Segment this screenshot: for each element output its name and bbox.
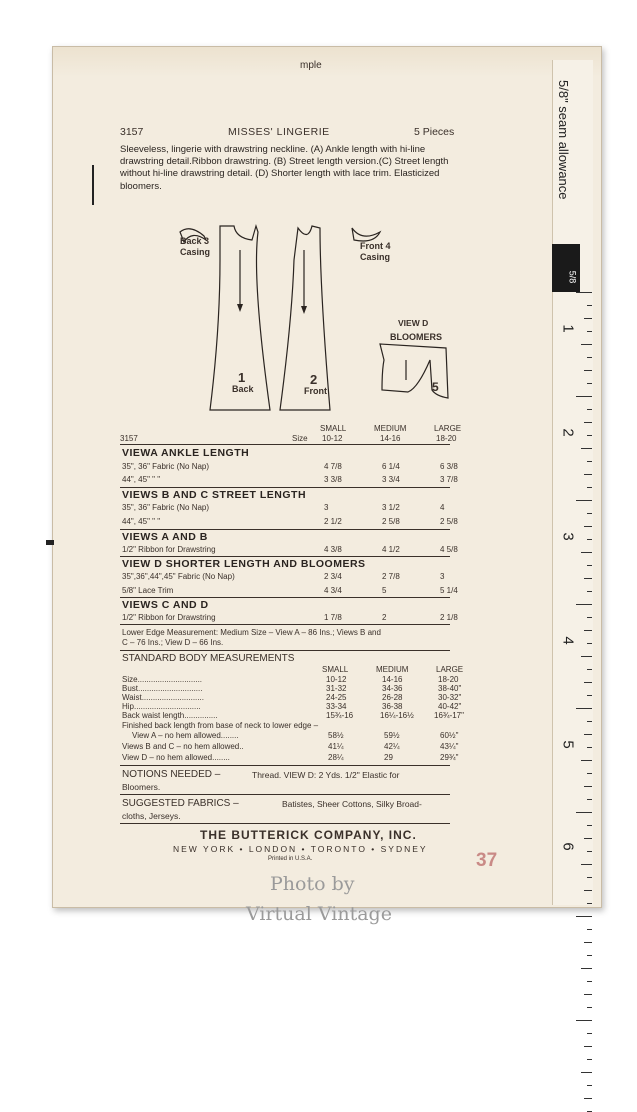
ruler-tick <box>587 461 592 462</box>
fabrics-text: Batistes, Sheer Cottons, Silky Broad- <box>282 799 422 809</box>
ruler-tick <box>587 1085 592 1086</box>
ruler-tick <box>584 422 592 423</box>
ruler-tick <box>587 695 592 696</box>
ruler-tick <box>587 357 592 358</box>
fabrics-heading: SUGGESTED FABRICS – <box>122 798 239 809</box>
size-small-range: 10-12 <box>322 434 343 443</box>
meas-val: 24-25 <box>326 693 347 702</box>
ruler-tick <box>584 526 592 527</box>
ruler-tick <box>587 487 592 488</box>
ruler-tick <box>587 825 592 826</box>
ruler-tick <box>587 773 592 774</box>
ruler-tick <box>584 734 592 735</box>
envelope-flap <box>53 47 601 77</box>
view-d-label: VIEW D <box>398 318 429 328</box>
seam-ruler <box>552 60 593 905</box>
measurements-heading: STANDARD BODY MEASUREMENTS <box>122 653 295 664</box>
row-val: 2 3/4 <box>324 572 342 581</box>
meas-label: Back waist length............... <box>122 711 218 720</box>
ruler-tick <box>587 877 592 878</box>
meas-label: Waist............................ <box>122 693 204 702</box>
ruler-tick <box>584 1098 592 1099</box>
printed-in: Printed in U.S.A. <box>268 856 313 862</box>
back-casing-label: Back 3 <box>180 236 210 246</box>
row-label: 44", 45" " " <box>122 517 161 526</box>
row-val: 2 5/8 <box>440 517 458 526</box>
meas-val: 59½ <box>384 731 400 740</box>
meas-val: 31-32 <box>326 684 347 693</box>
ruler-tick <box>587 305 592 306</box>
pieces-count: 5 Pieces <box>414 126 455 138</box>
ruler-inch: 4 <box>559 636 577 645</box>
ruler-tick <box>587 955 592 956</box>
row-label: 35", 36" Fabric (No Nap) <box>122 503 210 512</box>
meas-label: View D – no hem allowed........ <box>122 753 230 762</box>
ruler-tick <box>587 643 592 644</box>
ruler-tick <box>576 604 592 605</box>
notions-text: Bloomers. <box>122 782 161 792</box>
meas-val: 58½ <box>328 731 344 740</box>
row-val: 3 7/8 <box>440 475 458 484</box>
row-val: 4 1/2 <box>382 545 400 554</box>
ruler-tick <box>587 799 592 800</box>
row-val: 4 7/8 <box>324 462 342 471</box>
ruler-tick <box>587 617 592 618</box>
row-label: 1/2" Ribbon for Drawstring <box>122 545 216 554</box>
meas-val: 15¾-16 <box>326 711 354 720</box>
ruler-inch: 5 <box>559 740 577 749</box>
notions-heading: NOTIONS NEEDED – <box>122 769 221 780</box>
watermark-line-2: Virtual Vintage <box>246 903 392 925</box>
ruler-tick <box>587 669 592 670</box>
row-val: 5 <box>382 586 387 595</box>
ruler-tick <box>584 682 592 683</box>
ruler-tick <box>584 890 592 891</box>
row-val: 3 3/4 <box>382 475 400 484</box>
ruler-tick <box>581 344 592 345</box>
ruler-tick <box>584 1046 592 1047</box>
ruler-tick <box>587 851 592 852</box>
ruler-tick <box>584 578 592 579</box>
ruler-tick <box>584 994 592 995</box>
ruler-tick <box>584 942 592 943</box>
size-large-name: LARGE <box>434 424 462 433</box>
ruler-tick <box>587 409 592 410</box>
front-casing-piece <box>352 228 380 241</box>
front-casing-label: Front 4 <box>360 241 391 251</box>
ruler-tick <box>587 747 592 748</box>
row-val: 2 5/8 <box>382 517 400 526</box>
ruler-tick <box>587 513 592 514</box>
ruler-tick <box>584 838 592 839</box>
pattern-description: Sleeveless, lingerie with drawstring neckline. (A) Ankle length with hi-line drawstring detail.Ribbon drawstring. (B) Street length version.(C) Street length without hi-line drawstring detail. (D) Shorter length with lace trim. Elasticized bloomers. <box>120 144 449 192</box>
ruler-tick <box>576 292 592 293</box>
ruler-tick <box>587 435 592 436</box>
meas-label: Size............................. <box>122 675 203 684</box>
front-piece-outline <box>280 226 330 410</box>
meas-label: Views B and C – no hem allowed.. <box>122 742 244 751</box>
ruler-tick <box>587 565 592 566</box>
ruler-tick <box>584 786 592 787</box>
meas-val: 29¾" <box>440 753 459 762</box>
ruler-tick <box>587 383 592 384</box>
ruler-tick <box>587 981 592 982</box>
size-label: Size <box>292 434 308 443</box>
back-casing-sub: Casing <box>180 247 211 257</box>
row-val: 6 3/8 <box>440 462 458 471</box>
meas-col: MEDIUM <box>376 665 409 674</box>
company-name: THE BUTTERICK COMPANY, INC. <box>200 828 417 842</box>
ruler-black-label: 5/8 <box>567 270 578 284</box>
watermark-line-1: Photo by <box>270 873 355 895</box>
size-medium-name: MEDIUM <box>374 424 407 433</box>
ruler-tick <box>576 396 592 397</box>
row-val: 4 3/8 <box>324 545 342 554</box>
ruler-inch: 3 <box>559 532 577 541</box>
ruler-tick <box>587 903 592 904</box>
row-label: 35", 36" Fabric (No Nap) <box>122 462 210 471</box>
row-label: 44", 45" " " <box>122 475 161 484</box>
section-heading: VIEW D SHORTER LENGTH AND BLOOMERS <box>122 558 366 570</box>
row-val: 3 1/2 <box>382 503 400 512</box>
meas-val: 30-32" <box>438 693 462 702</box>
section-heading: VIEWS B AND C STREET LENGTH <box>122 489 307 501</box>
meas-label: View A – no hem allowed........ <box>132 731 239 740</box>
row-val: 5 1/4 <box>440 586 458 595</box>
meas-col: LARGE <box>436 665 464 674</box>
section-heading: VIEWA ANKLE LENGTH <box>122 447 250 459</box>
meas-val: 10-12 <box>326 675 347 684</box>
meas-val: 38-40" <box>438 684 462 693</box>
ruler-tick <box>581 448 592 449</box>
ruler-tick <box>584 474 592 475</box>
piece-5-number: 5 <box>432 380 439 394</box>
meas-col: SMALL <box>322 665 349 674</box>
ruler-tick <box>576 708 592 709</box>
ruler-tick <box>584 318 592 319</box>
ruler-tick <box>587 721 592 722</box>
ruler-tick <box>587 331 592 332</box>
ruler-tick <box>581 1072 592 1073</box>
row-val: 4 5/8 <box>440 545 458 554</box>
ruler-tick <box>576 916 592 917</box>
ruler-tick <box>587 1007 592 1008</box>
size-small-name: SMALL <box>320 424 347 433</box>
row-val: 2 7/8 <box>382 572 400 581</box>
edge-mark <box>46 540 54 545</box>
lower-edge-note: Lower Edge Measurement: Medium Size – View A – 86 Ins.; Views B and <box>122 628 381 637</box>
ruler-tick <box>587 591 592 592</box>
meas-val: 36-38 <box>382 702 403 711</box>
ruler-tick <box>584 370 592 371</box>
meas-val: 43¼" <box>440 742 459 751</box>
fabrics-text: cloths, Jerseys. <box>122 811 181 821</box>
ruler-inch: 1 <box>559 324 577 333</box>
ruler-tick <box>581 552 592 553</box>
piece-2-name: Front <box>304 386 327 396</box>
section-heading: VIEWS C AND D <box>122 599 209 611</box>
front-casing-sub: Casing <box>360 252 391 262</box>
notions-text: Thread. VIEW D: 2 Yds. 1/2" Elastic for <box>252 770 400 780</box>
meas-val: 29 <box>384 753 393 762</box>
edge-mark <box>92 165 94 205</box>
ruler-tick <box>581 864 592 865</box>
piece-2-number: 2 <box>310 372 318 387</box>
ruler-tick <box>576 1020 592 1021</box>
row-val: 3 3/8 <box>324 475 342 484</box>
piece-1-name: Back <box>232 384 254 394</box>
ruler-inch: 2 <box>559 428 577 437</box>
meas-val: 34-36 <box>382 684 403 693</box>
meas-val: 33-34 <box>326 702 347 711</box>
row-val: 4 <box>440 503 445 512</box>
finished-note: Finished back length from base of neck to lower edge – <box>122 721 319 730</box>
lower-edge-note: C – 76 Ins.; View D – 66 Ins. <box>122 638 224 647</box>
meas-label: Bust............................. <box>122 684 203 693</box>
size-medium-range: 14-16 <box>380 434 401 443</box>
row-val: 3 <box>324 503 329 512</box>
meas-val: 28¼ <box>328 753 344 762</box>
ruler-inch: 6 <box>559 842 577 851</box>
table-pattern-number: 3157 <box>120 434 138 443</box>
size-large-range: 18-20 <box>436 434 457 443</box>
meas-val: 42¼ <box>384 742 400 751</box>
row-val: 3 <box>440 572 445 581</box>
ruler-black-band <box>552 244 580 292</box>
partial-header-text: mple <box>300 60 322 71</box>
seam-allowance-label: 5/8" seam allowance <box>556 80 571 200</box>
meas-val: 26-28 <box>382 693 403 702</box>
ruler-tick <box>587 929 592 930</box>
meas-val: 18-20 <box>438 675 459 684</box>
ruler-tick <box>584 630 592 631</box>
ruler-tick <box>581 968 592 969</box>
pattern-title: MISSES' LINGERIE <box>228 126 330 138</box>
section-heading: VIEWS A AND B <box>122 531 208 543</box>
ruler-tick <box>587 539 592 540</box>
row-label: 1/2" Ribbon for Drawstring <box>122 613 216 622</box>
meas-label: Hip.............................. <box>122 702 201 711</box>
ruler-tick <box>587 1033 592 1034</box>
row-val: 2 1/2 <box>324 517 342 526</box>
row-val: 4 3/4 <box>324 586 342 595</box>
ruler-tick <box>576 500 592 501</box>
pattern-number: 3157 <box>120 126 144 138</box>
bloomers-label: BLOOMERS <box>390 332 443 342</box>
meas-val: 14-16 <box>382 675 403 684</box>
row-val: 6 1/4 <box>382 462 400 471</box>
ruler-tick <box>587 1059 592 1060</box>
ruler-tick <box>581 760 592 761</box>
row-label: 35",36",44",45" Fabric (No Nap) <box>122 572 235 581</box>
row-val: 2 <box>382 613 387 622</box>
meas-val: 40-42" <box>438 702 462 711</box>
ruler-tick <box>581 656 592 657</box>
piece-1-number: 1 <box>238 370 246 385</box>
company-cities: NEW YORK • LONDON • TORONTO • SYDNEY <box>173 844 428 854</box>
ruler-tick <box>576 812 592 813</box>
row-val: 1 7/8 <box>324 613 342 622</box>
meas-val: 41¼ <box>328 742 344 751</box>
meas-val: 60½" <box>440 731 459 740</box>
row-label: 5/8" Lace Trim <box>122 586 174 595</box>
meas-val: 16¾-17" <box>434 711 464 720</box>
row-val: 2 1/8 <box>440 613 458 622</box>
meas-val: 16¼-16½ <box>380 711 414 720</box>
price-stamp: 37 <box>476 850 498 871</box>
